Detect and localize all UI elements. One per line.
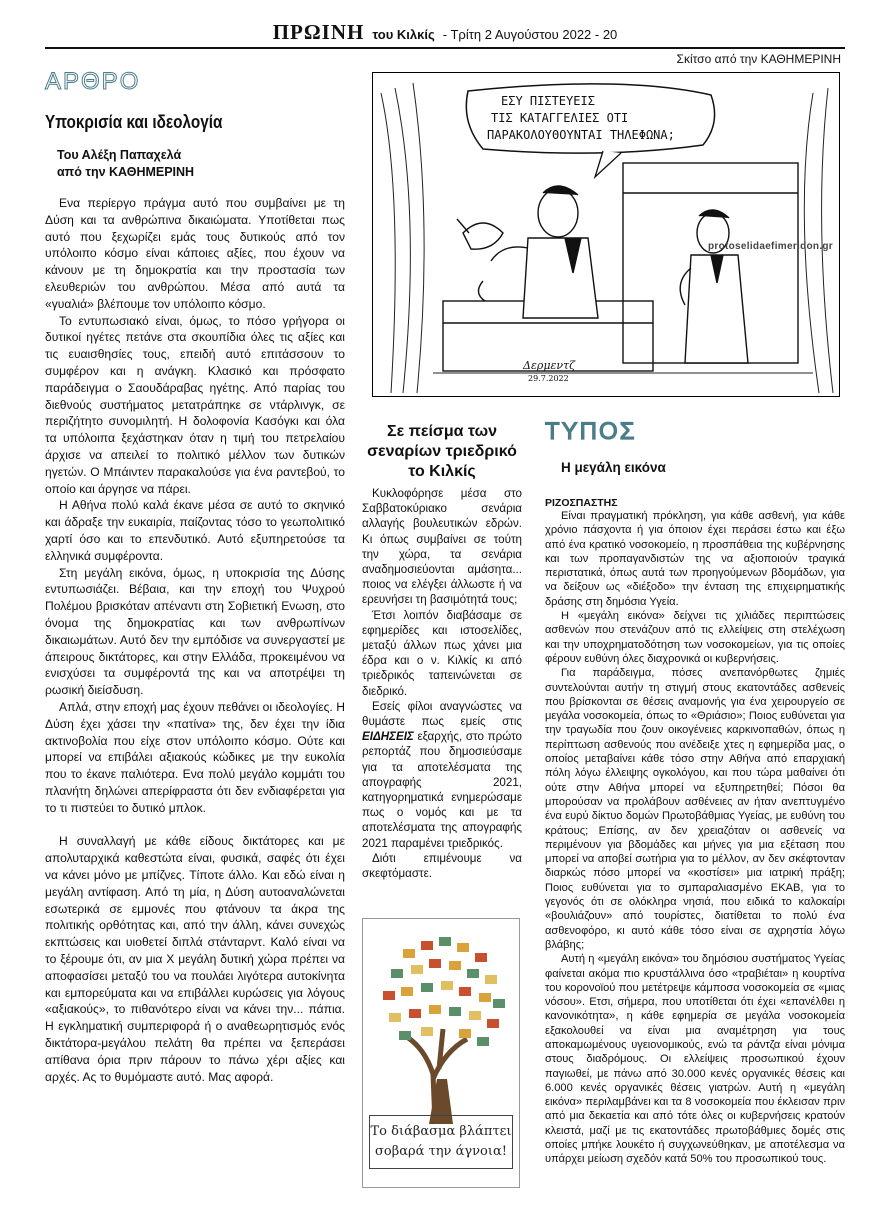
masthead: ΠΡΩΙΝΗ [272, 20, 365, 44]
article-paragraph: Το εντυπωσιακό είναι, όμως, το πόσο γρήγορα οι δυτικοί ηγέτες πετάνε στα σκουπίδια όλες τις αξίες και τις ευαισθησίες τους, επειδή αυτό επιτάσσουν το συμφέρον και η ανάγκη. Κλασικό και πρόσφατο παράδειγμα ο Σαουδάραβας ηγέτης. Από παρίας του διεθνούς συστήματος μετατράπηκε σε ντάρλινγκ, σε περιζήτητο συνομιλητή. Η δολοφονία Κασόγκι και όλα τα υπόλοιπα ξεχάστηκαν όταν η τιμή του πετρελαίου άρχισε να απειλεί το πολιτικό μέλλον των δυτικών ηγετών. Ο Μπάιντεν παρακαλούσε για ένα ραντεβού, το οποίο και άργησε να πάρει. [45, 313, 345, 496]
press-review [545, 418, 845, 1167]
article-paragraph: Η συναλλαγή με κάθε είδους δικτάτορες και με απολυταρχικά καθεστώτα είναι, φυσικά, σαφές ότι έχει να κάνει μόνο με μπίζνες. Τίποτε άλλο. Και εδώ είναι η μεγάλη αντίφαση. Από τη μία, η Δύση αυτοαναλώνεται εσωτερικά σε εμμονές που φτάνουν τα άκρα της πολιτικής ορθότητας και, από την άλλη, κάνει συνεχώς εκπτώσεις και υιοθετεί διπλά στάνταρντ. Καλό είναι να το ξέρουμε ότι, αν μια Χ μεγάλη δυτική χώρα πρέπει να αποφασίσει μεταξύ του να πουλάει λιγότερα αυτοκίνητα και εμπορεύματα και να επιβάλλει κυρώσεις για λόγους «αξιακούς», το πιθανότερο είναι να κάνει την... πάπια. Η εγκληματική συμπεριφορά ή ο αναθεωρητισμός ενός δικτάτορα-μεγάλου πελάτη θα πρέπει να ξεπεράσει απίθανα όρια πριν πάρουν το πάνω χέρι αξίες και αρχές. Ας το θυμόμαστε αυτό. Μας αφορά. [45, 834, 345, 1084]
byline-source: από την ΚΑΘΗΜΕΡΙΝΗ [57, 165, 195, 179]
local-paragraph: Κυκλοφόρησε μέσα στο Σαββατοκύριακο σενάρια αλλαγής βουλευτικών εδρών. Κι όπως συμβαίνει σε τούτη την χώρα, τα σενάρια αναδημοσιεύονται αμάσητα... ποιος να ελέγξει άλλωστε ή να ερευνήσει τη βασιμότητά τους; [362, 487, 522, 607]
poster-caption [369, 1115, 513, 1169]
page-header [45, 20, 845, 50]
figure-left [457, 186, 598, 318]
local-article-title: Σε πείσμα των σεναρίων τριεδρικό το Κιλκίς [367, 423, 517, 480]
reading-poster [362, 918, 520, 1188]
cartoon-signature: Δερμεντζ [523, 359, 576, 372]
press-paragraph: Είναι πραγματική πρόκληση, για κάθε ασθενή, για κάθε χρόνιο πάσχοντα ή για όποιον έχει περάσει έστω και έξω από ένα κρατικό νοσοκομείο, η προσπάθεια της κυβέρνησης και των προπαγανδιστών της να αξιοποιούν τραγικά περιστατικά, όπως αυτά των προηγούμενων βδομάδων, για να δείξουν ως «διέξοδο» την ένταση της επιχειρηματικής δράσης στη δημόσια Υγεία. [545, 510, 845, 608]
byline-author: Του Αλέξη Παπαχελά [57, 148, 182, 162]
article-paragraph: Ενα περίεργο πράγμα αυτό που συμβαίνει με τη Δύση και τα ανθρώπινα δικαιώματα. Υποτίθεται πως αυτό που ξεχωρίζει εμάς τους δυτικούς από τον υπόλοιπο κόσμο είναι κάποιες αξίες, που έχουν να κάνουν με τη δημοκρατία και την προστασία των ελευθεριών του ανθρώπου. Μέσα από αυτά τα «γυαλιά» βλέπουμε τον υπόλοιπο κόσμο. [45, 196, 345, 311]
article-byline [57, 147, 345, 181]
article-body [45, 195, 345, 1085]
poster-line: Το διάβασμα βλάπτει [370, 1124, 512, 1139]
cartoon-drawing [373, 73, 840, 397]
watermark: protoselidaefimeridon.gr [708, 241, 833, 252]
speech-line: ΠΑΡΑΚΟΛΟΥΘΟΥΝΤΑΙ ΤΗΛΕΦΩΝΑ; [487, 128, 675, 142]
press-paragraph: Για παράδειγμα, πόσες ανεπανόρθωτες ζημιές συντελούνται αυτήν τη στιγμή στους εκατοντάδες ασθενείς που βρίσκονται σε θέσεις αναμονής για ένα χειρουργείο σε μεγάλα νοσοκομεία, όπως το «Θριάσιο»; Ποιος ευθύνεται για την τραγωδία που ζουν οικογένειες καρκινοπαθών, όπως η περίπτωση ασθενούς που ανέδειξε χτες η εφημερίδα μας, ο οποίος μεταβαίνει κάθε τόσο στην Αθήνα από επαρχιακή πόλη λόγω έλλειψης ογκολόγου, και που τώρα μαθαίνει ότι ούτε στην Αθήνα μπορεί να εξυπηρετηθεί; Πόσοι θα μπορούσαν να προλάβουν ασθένειες αν ήταν ανεπτυγμένο ένα ευρύ δίκτυο δομών Πρωτοβάθμιας Υγείας, με ευθύνη του κράτους; Επίσης, αν δεν χρειαζόταν οι ασθενείς να περιμένουν για βδομάδες και μήνες για μια εξέταση που μπορεί να αποβεί σωτήρια για το μέλλον, αν δεν σκέφτονταν διαρκώς πόσο μπορεί να «κοστίσει» μια ιατρική πράξη; Ποιος ευθύνεται για το σμπαραλιασμένο ΕΚΑΒ, για το γεγονός ότι σε ολόκληρα νησιά, που ειδικά το καλοκαίρι «βουλιάζουν» από τουρίστες, διατίθεται το πολύ ένα ασθενοφόρο, κι αυτό κάθε τόσο είναι σε αχρηστία λόγω βλάβης; [545, 667, 845, 951]
poster-line: σοβαρά την άγνοια! [375, 1144, 507, 1159]
masthead-suffix: του Κιλκίς [372, 27, 435, 42]
article-title: Υποκρισία και ιδεολογία [45, 112, 223, 132]
press-body [545, 509, 845, 1167]
date-and-page: - Τρίτη 2 Αυγούστου 2022 - 20 [442, 27, 618, 42]
header-rule [45, 47, 845, 49]
press-paragraph: Αυτή η «μεγάλη εικόνα» του δημόσιου συστήματος Υγείας φαίνεται ακόμα πιο κρυστάλλινα όσο «τραβιέται» η κουρτίνα του κορονοϊού που μετέτρεψε κάμποσα νοσοκομεία σε «μιας νόσου». Ετσι, σήμερα, που υποτίθεται ότι έχει «επανέλθει η κανονικότητα», η κάθε εφημερία σε μεγάλα νοσοκομεία εξακολουθεί να είναι μια αναμέτρηση για τους αποκαμωμένους υγειονομικούς, ενώ τα ράντζα είναι μόνιμα στους διαδρόμους. Οι ελλείψεις προσωπικού έχουν παγιωθεί, με πάνω από 30.000 κενές οργανικές θέσεις και 6.000 κενές οργανικές θέσεις γιατρών. Αυτή η «μεγάλη εικόνα» περιλαμβάνει και τα 8 νοσοκομεία που έκλεισαν πριν από μια δεκαετία και από τότε όλες οι κυβερνήσεις κρατούν κλειστά, μαζί με τις εκατοντάδες πρωτοβάθμιες δομές στις οποίες μπήκε λουκέτο ή συγχωνεύθηκαν, με αποτέλεσμα να υπάρχει μείωση σχεδόν κατά 50% του προσωπικού τους. [545, 953, 845, 1166]
text-span: εξαρχής, στο πρώτο ρεπορτάζ που δημοσιεύσαμε για τα αποτελέσματα της απογραφής 2021, κατηγορηματικά ενημερώσαμε πως ο νομός και με τα αποτελέσματα της απογραφής 2021 παραμένει τριεδρικός. [362, 730, 522, 850]
press-title: Η μεγάλη εικόνα [561, 460, 666, 475]
speech-line: ΕΣΥ ΠΙΣΤΕΥΕΙΣ [501, 94, 595, 108]
speech-line: ΤΙΣ ΚΑΤΑΓΓΕΛΙΕΣ ΟΤΙ [491, 111, 629, 125]
local-article-body [362, 486, 522, 881]
article-paragraph: Η Αθήνα πολύ καλά έκανε μέσα σε αυτό το σκηνικό και άδραξε την ευκαιρία, παίζοντας τόσο το γεωπολιτικό χαρτί όσο και το επενδυτικό. Αυτό εξυπηρετούσε τα ελληνικά συμφέροντα. [45, 498, 345, 563]
opinion-article [45, 68, 345, 1085]
local-paragraph [362, 699, 522, 851]
figure-right [680, 210, 748, 363]
section-label-arthro: ΑΡΘΡΟ [45, 68, 141, 95]
text-span: Εσείς φίλοι αναγνώστες να θυμάστε πως εμείς στις [362, 699, 522, 729]
local-article [362, 418, 522, 881]
cartoon-credit: Σκίτσο από την ΚΑΘΗΜΕΡΙΝΗ [676, 52, 841, 66]
cartoon-signature-date: 29.7.2022 [528, 374, 569, 383]
article-paragraph: Απλά, στην εποχή μας έχουν πεθάνει οι ιδεολογίες. Η Δύση έχει χάσει την «πατίνα» της, δεν έχει την ίδια ακτινοβολία που είχε στον υπόλοιπο κόσμο. Ούτε και μπορεί να επιβάλει αξιακούς κώδικες με την ευκολία που το έκανε παλιότερα. Ενα πολύ μεγάλο κομμάτι του πλανήτη δηλώνει απερίφραστα ότι δεν ενδιαφέρεται για το τι πιστεύει το δυτικό μπλοκ. [45, 699, 345, 815]
political-cartoon [372, 72, 840, 397]
newspaper-name: ΕΙΔΗΣΕΙΣ [362, 730, 414, 744]
press-paragraph: Η «μεγάλη εικόνα» δείχνει τις χιλιάδες περιπτώσεις ασθενών που στενάζουν από τις ελλείψεις στη στελέχωση και την υποχρηματοδότηση των νοσοκομείων, για τις οποίες φέρουν ευθύνη όλες διαχρονικά οι κυβερνήσεις. [545, 610, 845, 665]
local-paragraph: Έτσι λοιπόν διαβάσαμε σε εφημερίδες και ιστοσελίδες, μεταξύ άλλων πως χάνει μια έδρα και ο ν. Κιλκίς κι από τριεδρικός ταπεινώνεται σε διεδρικό. [362, 608, 522, 698]
article-paragraph: Στη μεγάλη εικόνα, όμως, η υποκρισία της Δύσης εντυπωσιάζει. Βέβαια, και την εποχή του Ψυχρού Πολέμου βρισκόταν απέναντι στη Σοβιετική Ενωση, στο όνομα της δημοκρατίας και των ανθρωπίνων δικαιωμάτων. Αυτό δεν την εμπόδισε να συνεργαστεί με άπειρους δικτάτορες, και στην Ελλάδα, προκειμένου να ενισχύσει τα συμφέροντά της και να αποτρέψει τη ρωσική διείσδυση. [45, 565, 345, 698]
press-source: ΡΙΖΟΣΠΑΣΤΗΣ [545, 497, 618, 509]
section-label-typos: ΤΥΠΟΣ [545, 418, 637, 445]
local-paragraph: Διότι επιμένουμε να σκεφτόμαστε. [362, 851, 522, 881]
